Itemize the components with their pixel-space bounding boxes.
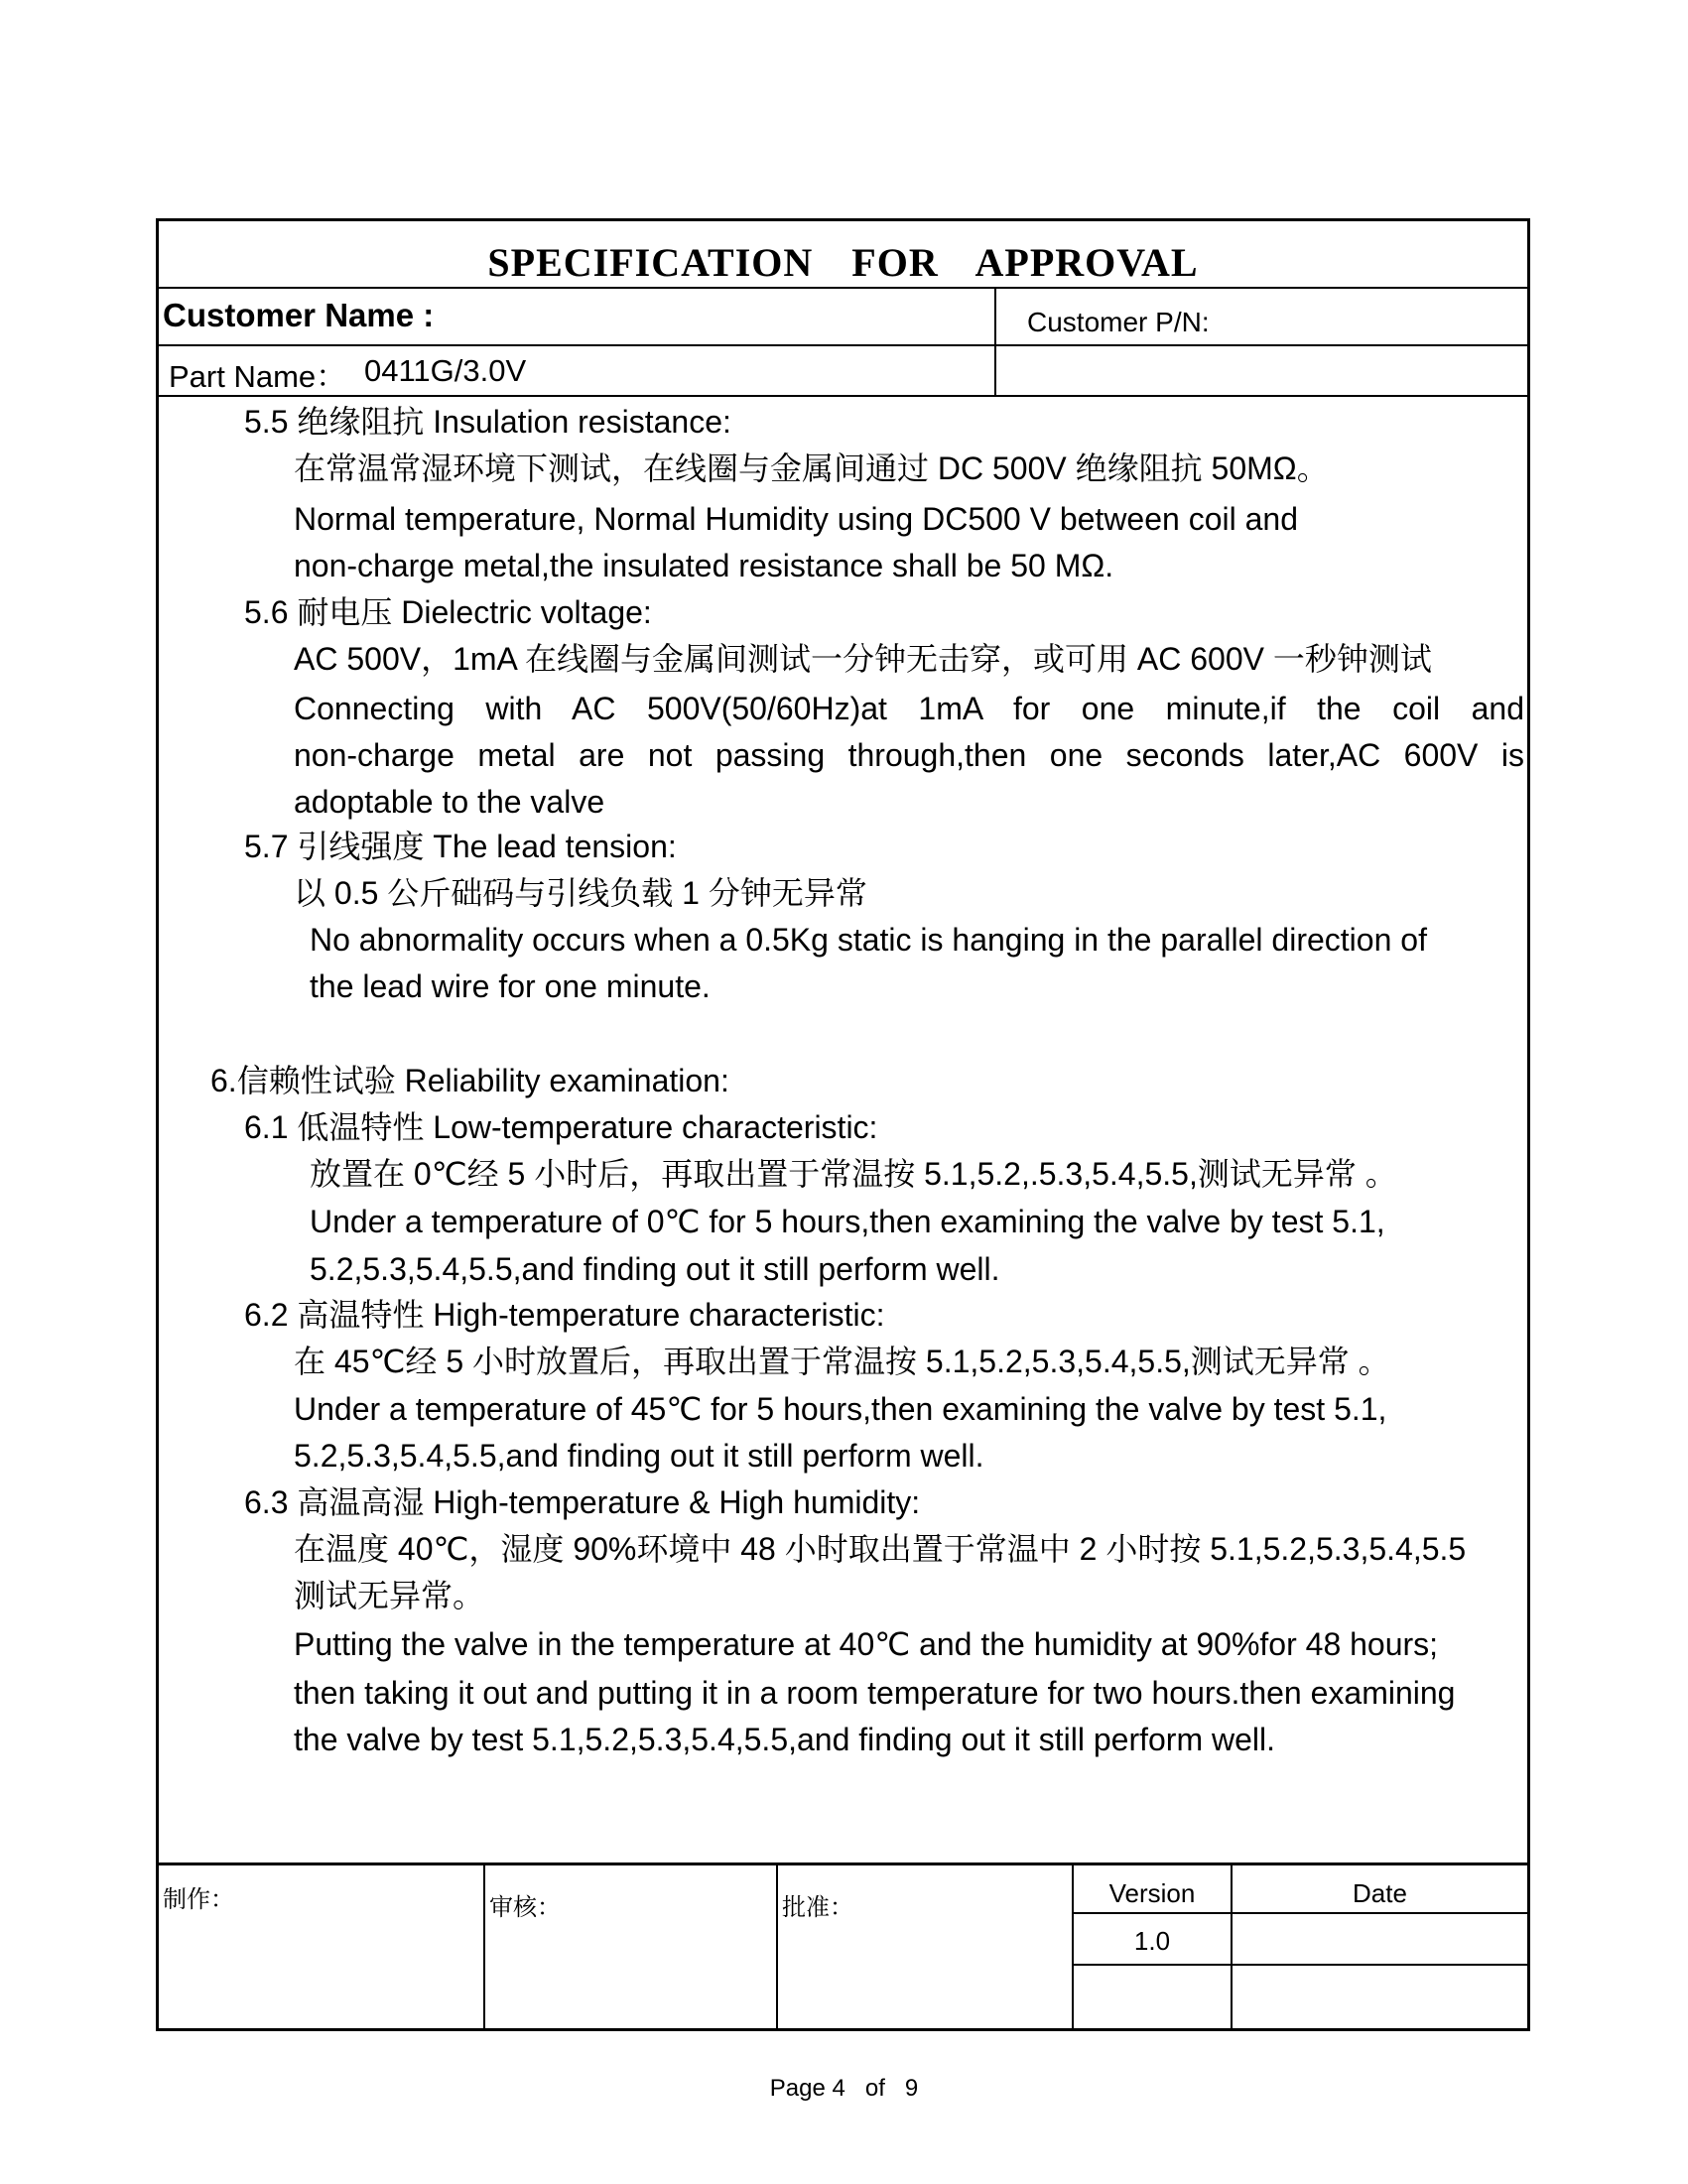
version-header: Version (1108, 1878, 1196, 1908)
version-value: 1.0 (1133, 1926, 1171, 1956)
paragraph-line: 5.2,5.3,5.4,5.5,and finding out it still perform well. (294, 1438, 984, 1474)
paragraph-line: non-charge metal are not passing through,then one seconds later,AC 600V is (294, 737, 1524, 773)
paragraph-line: then taking it out and putting it in a room temperature for two hours.then examining (294, 1675, 1456, 1711)
paragraph-line: 在 45℃经 5 小时放置后，再取出置于常温按 5.1,5.2,5.3,5.4,5.5,测试无异常 。 (294, 1344, 1390, 1379)
paragraph-line: Putting the valve in the temperature at 40℃ and the humidity at 90%for 48 hours; (294, 1626, 1439, 1662)
customer-pn-label: Customer P/N: (1027, 307, 1210, 337)
footer-column-divider (776, 1863, 778, 2028)
section-heading: 6.1 低温特性 Low-temperature characteristic: (244, 1109, 878, 1145)
paragraph-line: AC 500V，1mA 在线圈与金属间测试一分钟无击穿，或可用 AC 600V 一秒钟测试 (294, 641, 1432, 677)
spec-form (156, 218, 1530, 2031)
header-column-divider (994, 287, 996, 395)
paragraph-line: the lead wire for one minute. (310, 968, 711, 1004)
paragraph-line: Connecting with AC 500V(50/60Hz)at 1mA for one minute,if the coil and (294, 691, 1524, 726)
section-heading: 6.2 高温特性 High-temperature characteristic: (244, 1297, 885, 1333)
part-name-label: Part Name： (169, 359, 347, 394)
page-number: Page 4 of 9 (769, 2075, 919, 2102)
paragraph-line: Under a temperature of 45℃ for 5 hours,then examining the valve by test 5.1, (294, 1391, 1387, 1427)
header-divider (159, 287, 1527, 289)
header-divider (159, 344, 1527, 346)
section-heading: 6.信赖性试验 Reliability examination: (210, 1063, 729, 1098)
document-title: SPECIFICATION FOR APPROVAL (487, 240, 1199, 285)
paragraph-line: the valve by test 5.1,5.2,5.3,5.4,5.5,and finding out it still perform well. (294, 1722, 1275, 1757)
approved-label: 批准： (782, 1894, 853, 1921)
paragraph-line: 以 0.5 公斤础码与引线负载 1 分钟无异常 (294, 875, 867, 911)
part-name-value: 0411G/3.0V (364, 353, 527, 388)
paragraph-line: Normal temperature, Normal Humidity using DC500 V between coil and (294, 501, 1298, 537)
made-by-label: 制作： (163, 1886, 234, 1913)
paragraph-line: 在温度 40℃，湿度 90%环境中 48 小时取出置于常温中 2 小时按 5.1,5.2,5.3,5.4,5.5 (294, 1531, 1467, 1567)
customer-name-label: Customer Name : (163, 297, 435, 333)
footer-row-divider (1072, 1912, 1527, 1914)
paragraph-line: 测试无异常。 (294, 1578, 485, 1613)
section-heading: 5.6 耐电压 Dielectric voltage: (244, 594, 652, 630)
footer-column-divider (483, 1863, 485, 2028)
paragraph-line: No abnormality occurs when a 0.5Kg static is hanging in the parallel direction of (310, 922, 1427, 958)
paragraph-line: 5.2,5.3,5.4,5.5,and finding out it still perform well. (310, 1251, 1000, 1287)
section-heading: 5.7 引线强度 The lead tension: (244, 829, 677, 864)
footer-divider (159, 1863, 1527, 1865)
footer-row-divider (1072, 1964, 1527, 1966)
header-divider (159, 395, 1527, 397)
paragraph-line: adoptable to the valve (294, 784, 605, 820)
date-header: Date (1353, 1878, 1407, 1908)
section-heading: 5.5 绝缘阻抗 Insulation resistance: (244, 404, 731, 440)
paragraph-line: non-charge metal,the insulated resistance shall be 50 MΩ. (294, 548, 1114, 583)
reviewed-label: 审核： (489, 1894, 561, 1921)
paragraph-line: 在常温常湿环境下测试，在线圈与金属间通过 DC 500V 绝缘阻抗 50MΩ。 (294, 450, 1329, 486)
section-heading: 6.3 高温高湿 High-temperature & High humidity: (244, 1484, 921, 1520)
paragraph-line: 放置在 0℃经 5 小时后，再取出置于常温按 5.1,5.2,.5.3,5.4,5.5,测试无异常 。 (310, 1156, 1397, 1192)
paragraph-line: Under a temperature of 0℃ for 5 hours,then examining the valve by test 5.1, (310, 1204, 1385, 1239)
